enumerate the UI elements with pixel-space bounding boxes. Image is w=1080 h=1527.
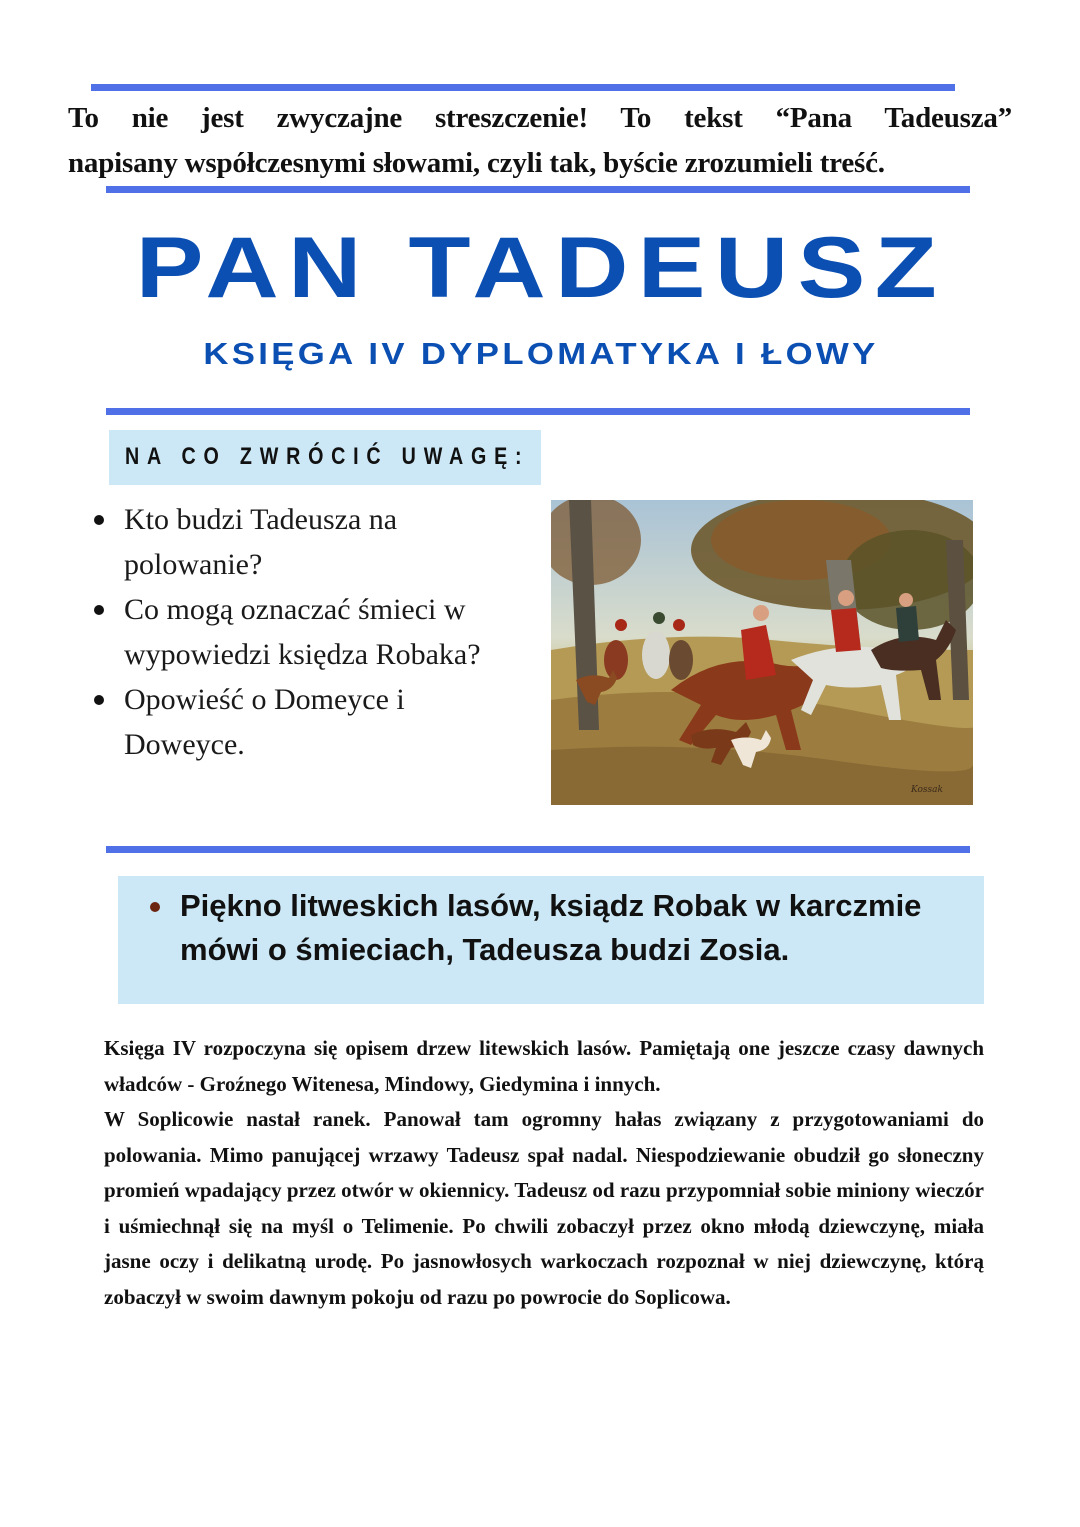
svg-text:Kossak: Kossak	[911, 785, 943, 795]
questions-list	[90, 497, 520, 767]
list-item	[90, 497, 520, 587]
summary-box	[118, 876, 984, 1004]
bullet-icon	[94, 605, 104, 615]
question-text: Co mogą oznaczać śmieci w wypowiedzi księdza Robaka?	[124, 593, 481, 671]
bullet-icon	[150, 902, 160, 912]
divider-top	[91, 84, 955, 91]
bullet-icon	[94, 515, 104, 525]
body-paragraph-1: Księga IV rozpoczyna się opisem drzew litewskich lasów. Pamiętają one jeszcze czasy dawnych władców - Groźnego Witenesa, Mindowy, Giedymina i innych.	[104, 1036, 984, 1096]
page-subtitle: KSIĘGA IV DYPLOMATYKA I ŁOWY	[203, 336, 879, 371]
body-paragraph-2: W Soplicowie nastał ranek. Panował tam ogromny hałas związany z przygotowaniami do polowania. Mimo panującej wrzawy Tadeusz spał nadal. Niespodziewanie obudził go słoneczny promień wpadający przez otwór w okiennicy. Tadeusz od razu przypomniał sobie miniony wieczór i uśmiechnął się na myśl o Telimenie. Po chwili zobaczył przez okno młodą dziewczynę, miała jasne oczy i delikatną urodę. Po jasnowłosych warkoczach rozpoznał w niej dziewczynę, którą zobaczył w swoim dawnym pokoju od razu po powrocie do Soplicowa.	[104, 1107, 984, 1309]
intro-note	[68, 96, 1012, 186]
divider-above-summary	[106, 846, 970, 853]
question-text: Kto budzi Tadeusza na polowanie?	[124, 503, 398, 581]
body-text	[104, 1031, 984, 1315]
divider-below-title	[106, 408, 970, 415]
attention-heading-box	[109, 430, 541, 485]
attention-heading: NA CO ZWRÓCIĆ UWAGĘ:	[125, 443, 530, 470]
question-text: Opowieść o Domeyce i Doweyce.	[124, 683, 405, 761]
page-title: PAN TADEUSZ	[135, 220, 947, 316]
divider-below-intro	[106, 186, 970, 193]
summary-text: Piękno litweskich lasów, ksiądz Robak w karczmie mówi o śmieciach, Tadeusza budzi Zosia.	[180, 888, 922, 967]
list-item	[90, 587, 520, 677]
intro-line-1: To nie jest zwyczajne streszczenie! To tekst “Pana Tadeusza”	[68, 102, 1012, 134]
bullet-icon	[94, 695, 104, 705]
list-item	[90, 677, 520, 767]
intro-line-2: napisany współczesnymi słowami, czyli tak, byście zrozumieli treść.	[68, 147, 885, 179]
hunting-painting-image	[551, 500, 973, 805]
